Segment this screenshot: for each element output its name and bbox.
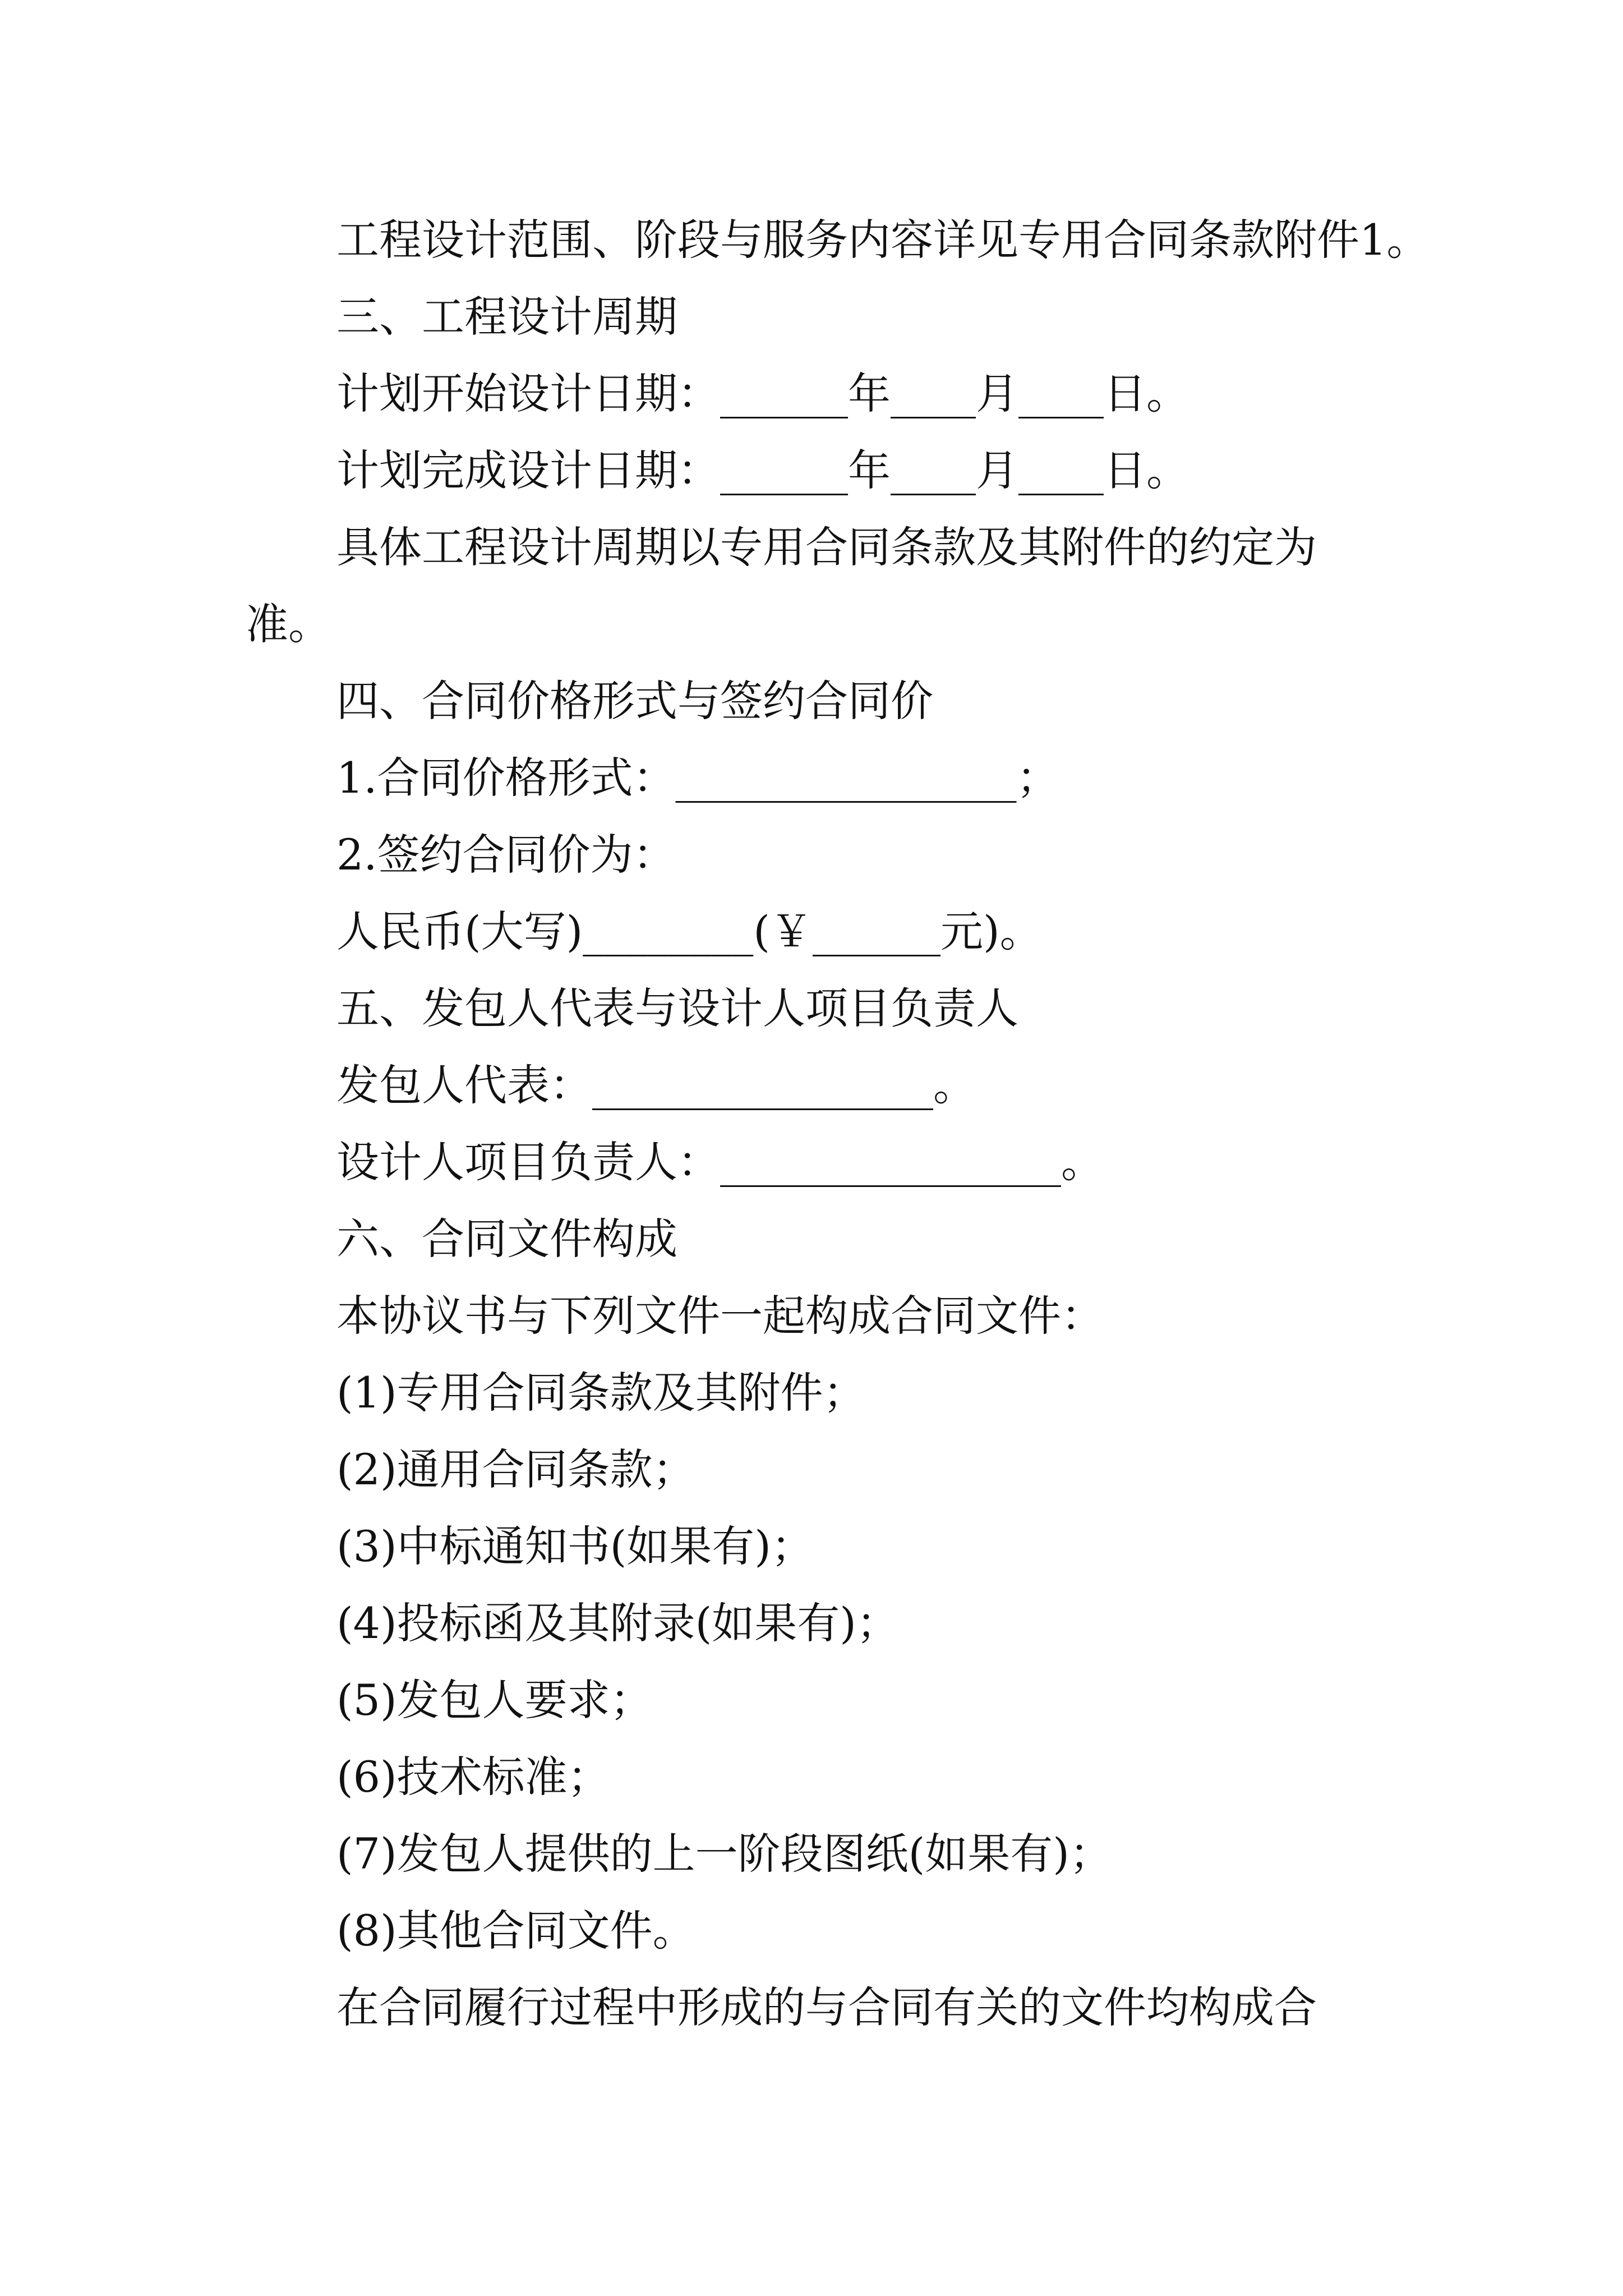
designer-project-lead-text: 设计人项目负责人：________________。 <box>336 1137 1104 1187</box>
closing-paragraph-text: 在合同履行过程中形成的与合同有关的文件均构成合 <box>336 1982 1317 2032</box>
price-form-line <box>0 750 1623 806</box>
design-period-note-text: 具体工程设计周期以专用合同条款及其附件的约定为 <box>336 522 1317 572</box>
list-item-text: (8)其他合同文件。 <box>336 1906 695 1955</box>
list-item-text: (3)中标通知书(如果有)； <box>336 1521 814 1571</box>
rmb-amount-text: 人民币(大写)________(￥______元)。 <box>336 907 1043 956</box>
planned-start-date-line <box>0 366 1623 422</box>
contract-price-line <box>0 827 1623 883</box>
design-period-note-line <box>0 519 1623 576</box>
contract-docs-intro-text: 本协议书与下列文件一起构成合同文件： <box>336 1291 1104 1341</box>
section-6-heading-text: 六、合同文件构成 <box>336 1214 677 1264</box>
scope-text-line <box>0 212 1623 268</box>
list-item-text: (5)发包人要求； <box>336 1675 653 1725</box>
list-item-text: (1)专用合同条款及其附件； <box>336 1368 866 1418</box>
employer-representative-line <box>0 1057 1623 1114</box>
list-item <box>0 1519 1623 1575</box>
section-5-heading <box>0 981 1623 1037</box>
list-item <box>0 1749 1623 1805</box>
design-period-note-continuation <box>0 596 1623 652</box>
list-item-text: (2)通用合同条款； <box>336 1444 695 1494</box>
list-item <box>0 1903 1623 1959</box>
list-item <box>0 1365 1623 1421</box>
list-item-text: (6)技术标准； <box>336 1752 610 1802</box>
rmb-amount-line <box>0 904 1623 960</box>
section-4-heading <box>0 673 1623 729</box>
list-item-text: (4)投标函及其附录(如果有)； <box>336 1598 899 1648</box>
list-item <box>0 1826 1623 1882</box>
section-3-heading <box>0 289 1623 345</box>
section-3-heading-text: 三、工程设计周期 <box>336 292 677 342</box>
design-period-note-continuation-text: 准。 <box>246 599 331 649</box>
employer-representative-text: 发包人代表：________________。 <box>336 1060 976 1110</box>
scope-text: 工程设计范围、阶段与服务内容详见专用合同条款附件1。 <box>336 215 1430 265</box>
closing-paragraph-line <box>0 1980 1623 2036</box>
list-item-text: (7)发包人提供的上一阶段图纸(如果有)； <box>336 1829 1112 1879</box>
planned-start-date-text: 计划开始设计日期：______年____月____日。 <box>336 369 1189 418</box>
contract-price-text: 2.签约合同价为： <box>336 830 676 880</box>
planned-end-date-line <box>0 443 1623 499</box>
planned-end-date-text: 计划完成设计日期：______年____月____日。 <box>336 445 1189 495</box>
list-item <box>0 1672 1623 1728</box>
list-item <box>0 1595 1623 1651</box>
list-item <box>0 1442 1623 1498</box>
designer-project-lead-line <box>0 1134 1623 1190</box>
section-4-heading-text: 四、合同价格形式与签约合同价 <box>336 676 933 726</box>
section-5-heading-text: 五、发包人代表与设计人项目负责人 <box>336 983 1018 1033</box>
section-6-heading <box>0 1211 1623 1267</box>
contract-docs-intro-line <box>0 1288 1623 1344</box>
price-form-text: 1.合同价格形式：________________； <box>336 753 1059 803</box>
